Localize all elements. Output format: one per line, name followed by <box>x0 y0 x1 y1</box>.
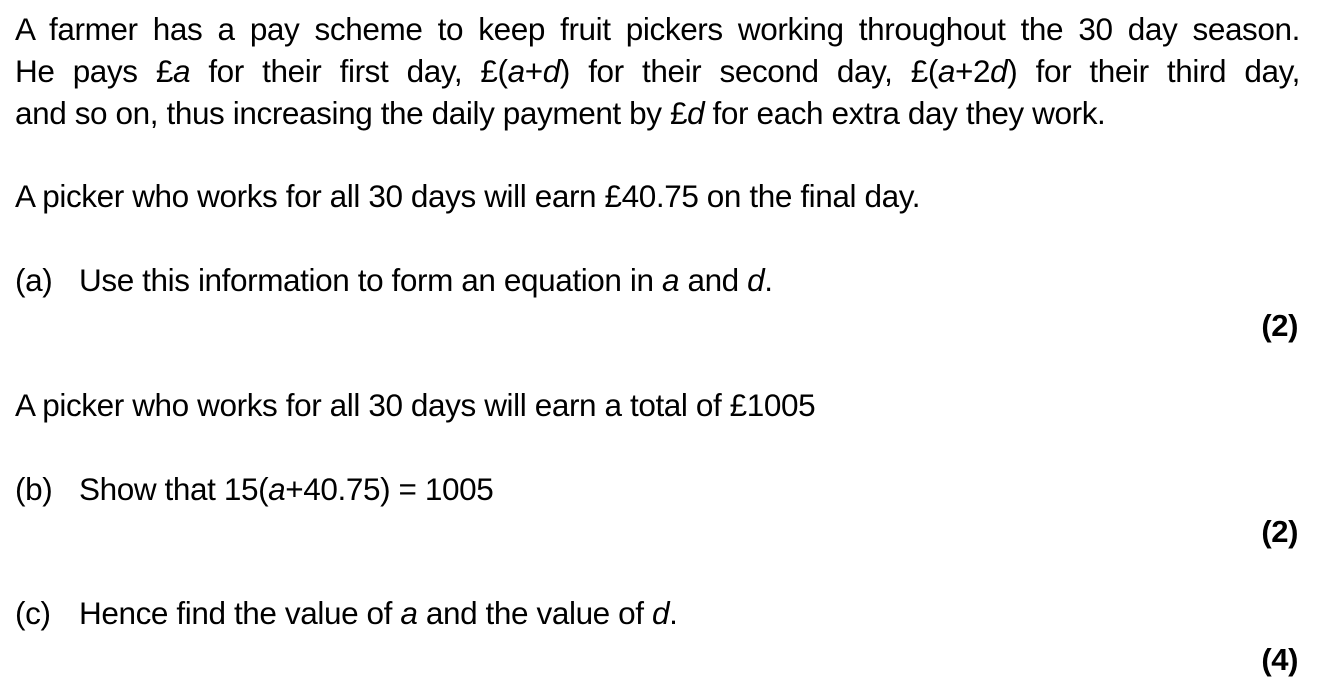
fact-final-day: A picker who works for all 30 days will earn £40.75 on the final day. <box>15 178 921 214</box>
part-a-label: (a) <box>15 262 53 298</box>
part-b-label: (b) <box>15 471 53 507</box>
intro-line-1: A farmer has a pay scheme to keep fruit pickers working throughout the 30 day season. <box>15 11 1300 47</box>
intro-line-3: and so on, thus increasing the daily payment by £d for each extra day they work. <box>15 95 1106 131</box>
part-a-marks: (2) <box>1261 308 1298 343</box>
part-b-marks: (2) <box>1261 514 1298 549</box>
part-b-question: (b) Show that 15(a+40.75) = 1005 <box>15 471 494 507</box>
fact-total-earnings: A picker who works for all 30 days will earn a total of £1005 <box>15 387 816 423</box>
part-c-marks: (4) <box>1261 642 1298 677</box>
part-c-question: (c) Hence find the value of a and the value of d. <box>15 595 678 631</box>
part-a-question: (a) Use this information to form an equation in a and d. <box>15 262 773 298</box>
part-c-label: (c) <box>15 595 51 631</box>
intro-line-2: He pays £a for their first day, £(a+d) for their second day, £(a+2d) for their third day, <box>15 53 1301 89</box>
